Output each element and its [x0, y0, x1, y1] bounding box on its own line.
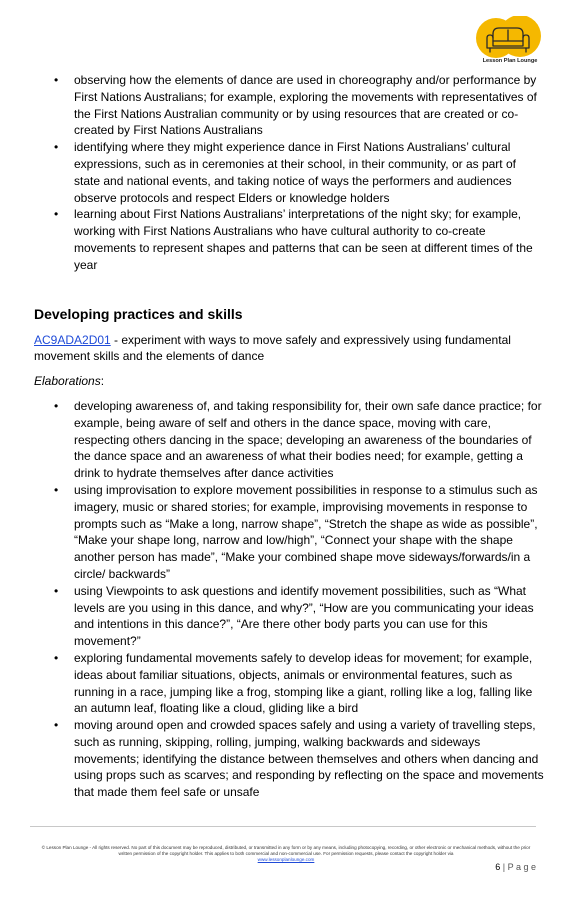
intro-bullet-list [34, 72, 544, 274]
list-item: • moving around open and crowded spaces safely and using a variety of travelling steps, such as running, skipping, rolling, jumping, walking backwards and sideways movements; identifying the distance between themselves and others when dancing and using props such as scarves; and responding by reflecting on the space and movements that made them feel safe or unsafe [34, 717, 544, 801]
page-label: | P a g e [500, 862, 536, 872]
list-item: • using improvisation to explore movement possibilities in response to a stimulus such as imagery, music or shared stories; for example, improvising movements in response to prompts such as “Make a long, narrow shape”, “Stretch the shape as wide as possible”, “Make your shape long, narrow and low/high”, “Connect your shape with the shape another person has made”, “Make your combined shape move sideways/forwards/in a circle/ backwards” [34, 482, 544, 583]
website-link[interactable]: www.lessonplanlounge.com [257, 857, 315, 863]
content-description [34, 332, 544, 366]
elaborations-label-text: Elaborations [34, 374, 101, 389]
page-number-value: 6 [495, 862, 501, 872]
list-item: • learning about First Nations Australians’ interpretations of the night sky; for example, working with First Nations Australians who have cultural authority to co-create movements to represent shapes and patterns that can be seen at different times of the year [34, 206, 544, 273]
copyright-text: © Lesson Plan Lounge - All rights reserved. No part of this document may be reproduced, distributed, or transmitted in any form or by any means, including photocopying, recording, or other electronic or mechanical methods, without the prior written permission of the copyright holder. This applies to both commercial and non-commercial use. For permission requests, please contact the copyright holder via [41, 845, 531, 857]
footer-divider [30, 826, 536, 827]
section-heading: Developing practices and skills [34, 305, 243, 322]
content-description-text: - experiment with ways to move safely and expressively using fundamental movement skills and the elements of dance [34, 332, 511, 364]
copyright-notice [36, 845, 536, 864]
page-number [495, 862, 536, 872]
list-item: • observing how the elements of dance are used in choreography and/or performance by First Nations Australians; for example, exploring the movements with representatives of the First Nations Australian community or by using resources that are created or co-created by First Nations Australians [34, 72, 544, 139]
sofa-logo-icon [474, 16, 544, 60]
list-item: • exploring fundamental movements safely to develop ideas for movement; for example, ideas about familiar situations, objects, animals or environmental features, such as running in a race, jumping like a frog, stomping like a giant, rolling like a log, falling like an autumn leaf, floating like a cloud, gliding like a bird [34, 650, 544, 717]
document-body [34, 72, 544, 801]
logo-text: Lesson Plan Lounge [482, 58, 538, 64]
elaborations-bullet-list [34, 398, 544, 801]
list-item: • developing awareness of, and taking responsibility for, their own safe dance practice; for example, being aware of self and others in the dance space, moving with care, respecting others dancing in the space; developing an awareness of the boundaries of the dance space and an awareness of what their bodies need; for example, getting a drink to hydrate themselves after dance activities [34, 398, 544, 482]
elaborations-label [34, 373, 544, 390]
curriculum-code-link[interactable]: AC9ADA2D01 [34, 332, 111, 347]
elaborations-colon: : [100, 374, 105, 389]
list-item: • identifying where they might experience dance in First Nations Australians’ cultural expressions, such as in ceremonies at their school, in their community, or as part of state and national events, and taking notice of ways the performers and audiences observe protocols and respect Elders or knowledge holders [34, 139, 544, 206]
list-item: • using Viewpoints to ask questions and identify movement possibilities, such as “What levels are you using in this dance, and why?”, “How are you communicating your ideas and intentions in this dance?”, “Are there other body parts you can use for this movement?” [34, 583, 544, 650]
